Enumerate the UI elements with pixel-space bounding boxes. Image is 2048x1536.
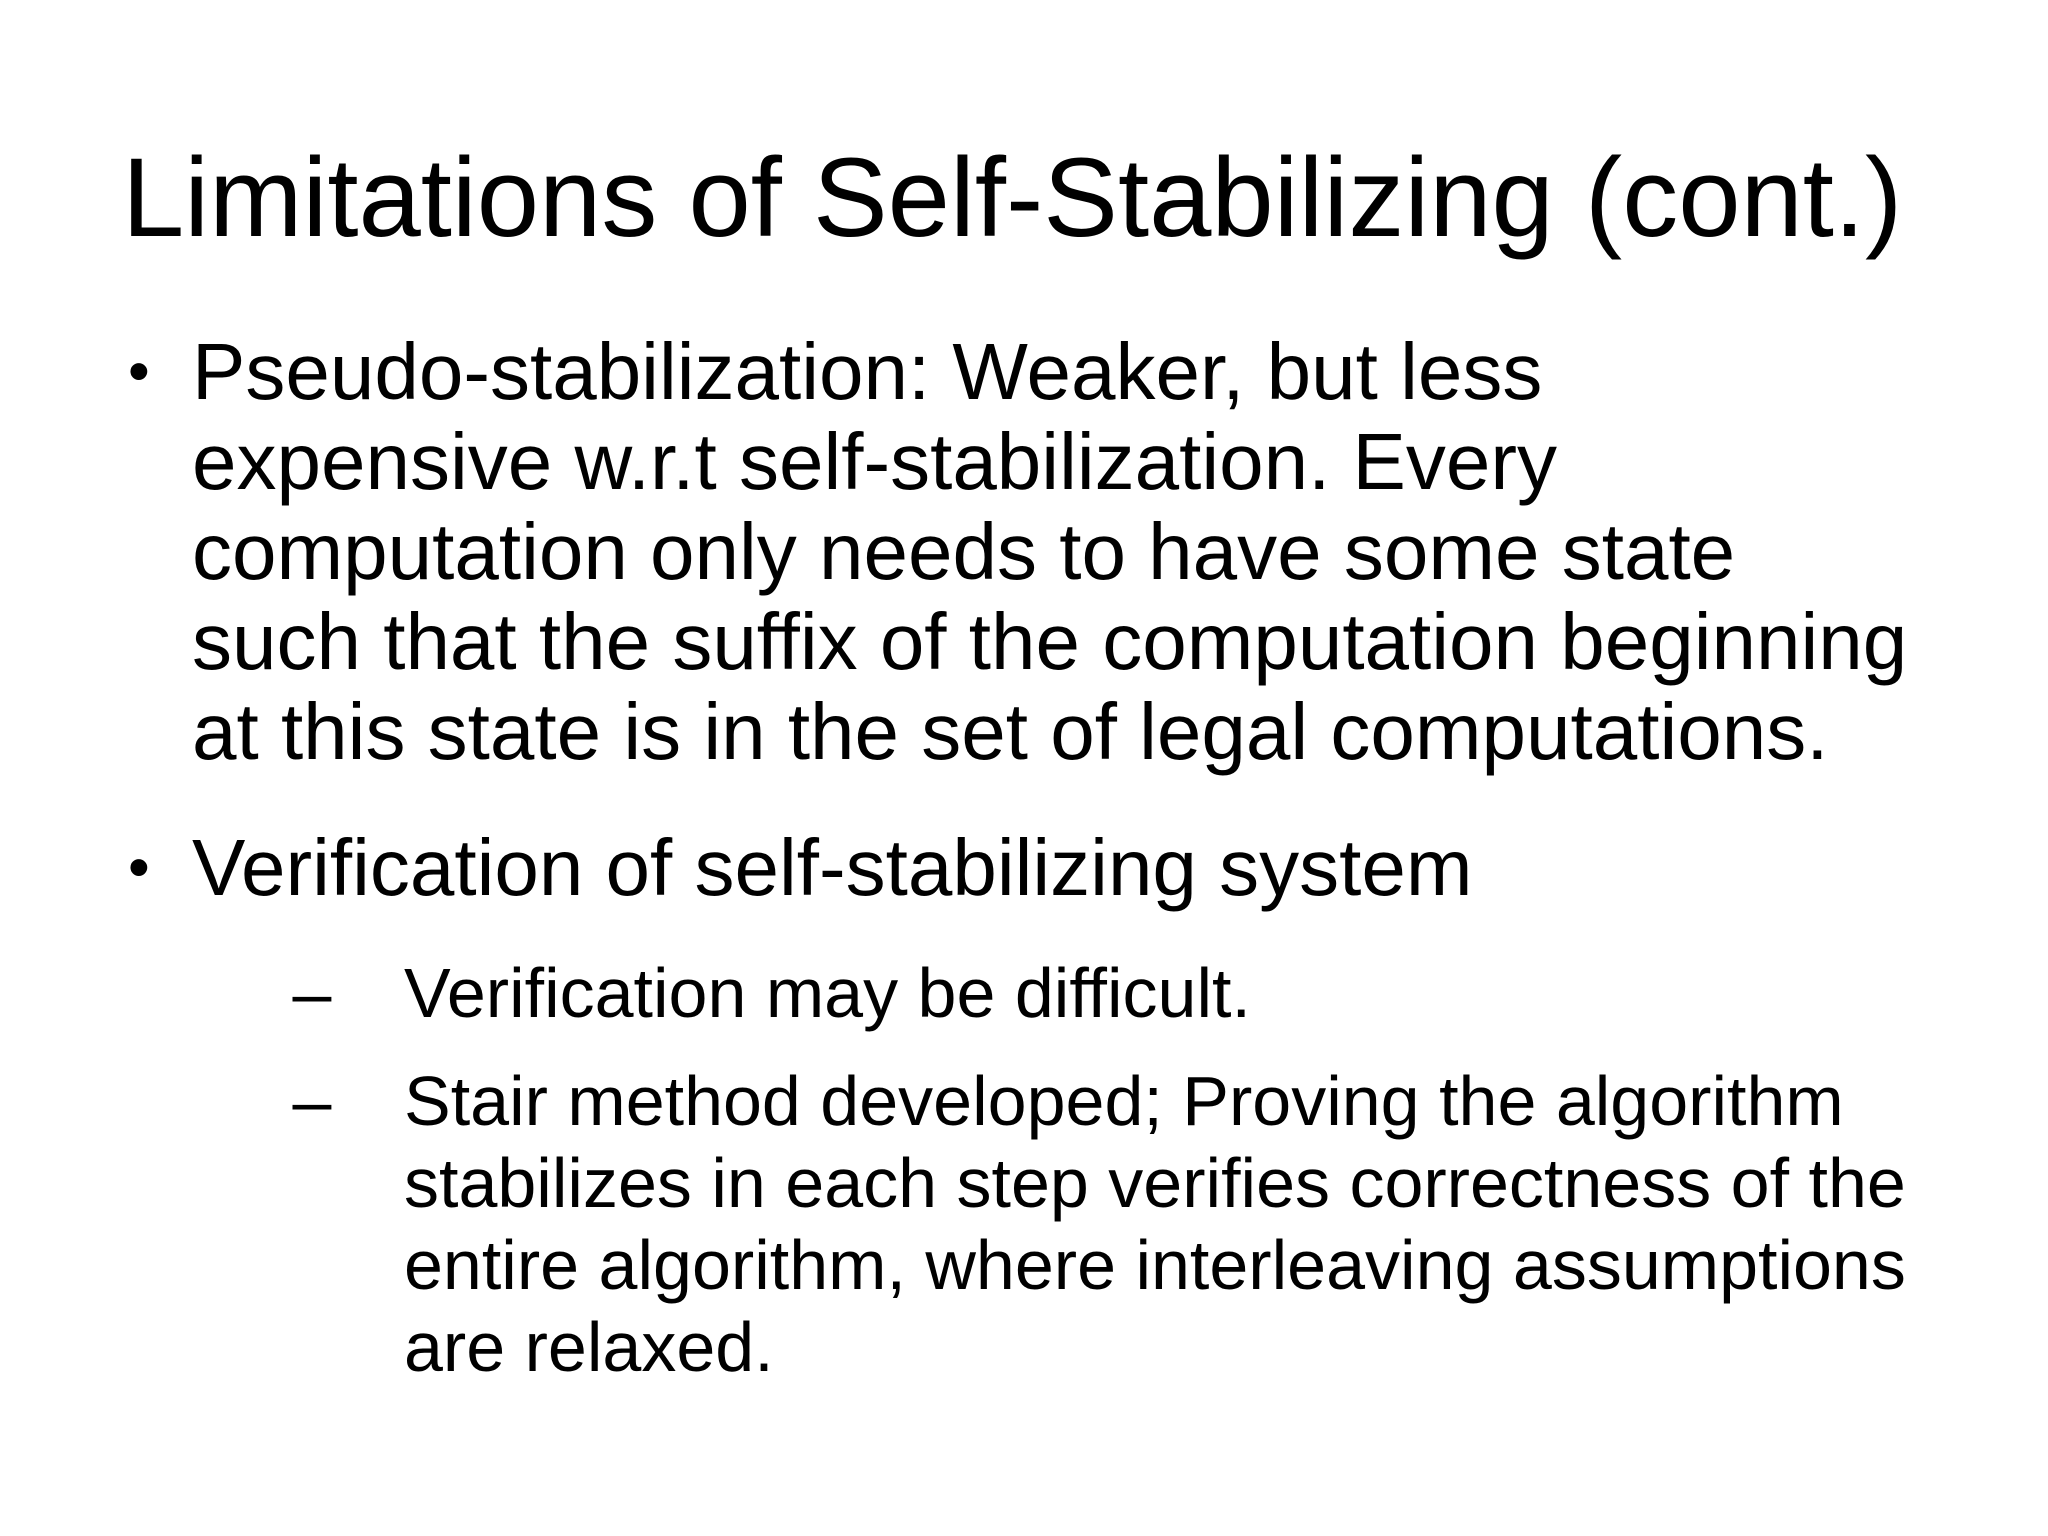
sub-bullet-marker: –	[292, 954, 332, 1032]
sub-item-text	[404, 952, 2024, 1034]
bullet-line: Pseudo-stabilization: Weaker, but less	[192, 327, 1543, 416]
bullet-line: at this state is in the set of legal computations.	[192, 687, 1829, 776]
sub-item-line: stabilizes in each step verifies correctness of the	[404, 1144, 1906, 1222]
sub-bullet-marker: –	[292, 1062, 332, 1140]
bullet-line: Verification of self-stabilizing system	[192, 823, 1473, 912]
sub-item-line: entire algorithm, where interleaving assumptions	[404, 1226, 1906, 1304]
bullet-text	[192, 327, 2048, 777]
sub-item-line: Stair method developed; Proving the algorithm	[404, 1062, 1844, 1140]
bullet-marker: •	[128, 337, 150, 406]
sub-item-text	[404, 1060, 2024, 1388]
sub-item-line: Verification may be difficult.	[404, 954, 1251, 1032]
bullet-line: computation only needs to have some state	[192, 507, 1736, 596]
slide-title: Limitations of Self-Stabilizing (cont.)	[122, 135, 1903, 260]
bullet-text	[192, 823, 2048, 913]
bullet-line: expensive w.r.t self-stabilization. Every	[192, 417, 1558, 506]
bullet-marker: •	[128, 833, 150, 902]
sub-item-line: are relaxed.	[404, 1308, 774, 1386]
bullet-line: such that the suffix of the computation beginning	[192, 597, 1908, 686]
